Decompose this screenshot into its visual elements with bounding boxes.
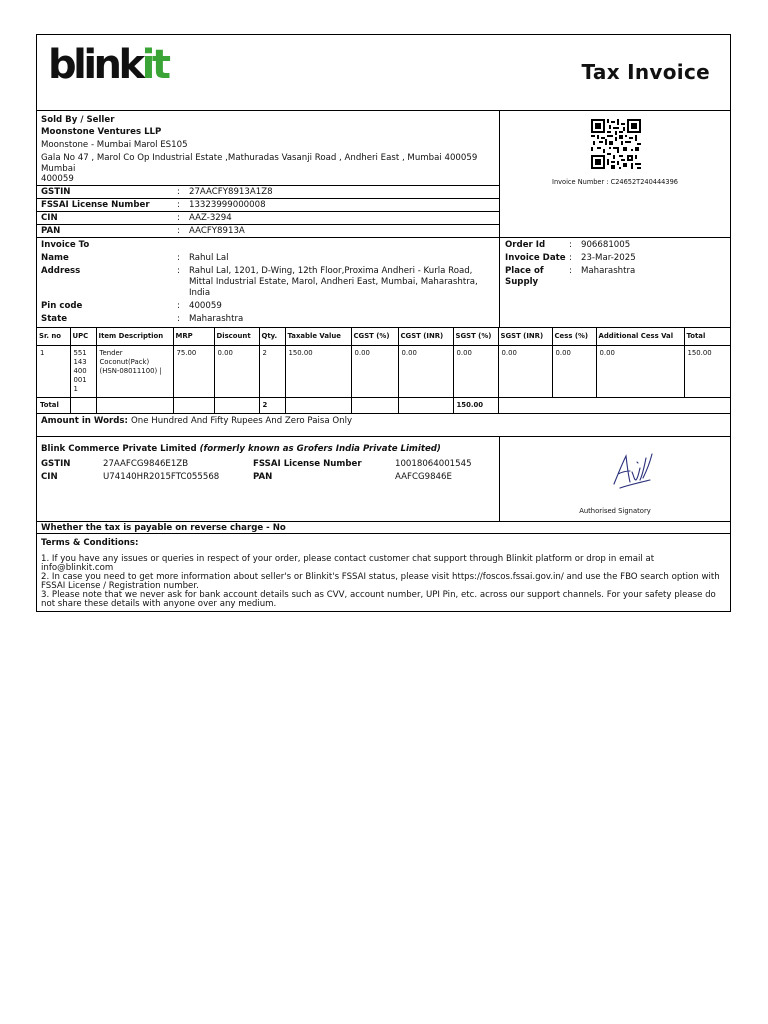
company-fssai: 10018064001545 bbox=[395, 459, 472, 470]
amount-in-words-value: One Hundred And Fifty Rupees And Zero Paisa Only bbox=[131, 415, 353, 426]
customer-address: Rahul Lal, 1201, D-Wing, 12th Floor,Proxima Andheri - Kurla Road, Mittal Industrial Estate, Marol, Andheri East, Mumbai, Maharashtra, India bbox=[189, 266, 478, 299]
page-title: Tax Invoice bbox=[581, 60, 710, 84]
seller-address: Gala No 47 , Marol Co Op Industrial Estate ,Mathuradas Vasanji Road , Andheri East , Mumbai 400059 bbox=[41, 153, 478, 164]
seller-gstin-label: GSTIN bbox=[41, 187, 71, 198]
table-cell: 0.00 bbox=[214, 345, 259, 397]
seller-cin-row: CIN : AAZ-3294 bbox=[37, 211, 499, 224]
invoice-to-section: Invoice To Name : Rahul Lal Address : Rahul Lal, 1201, D-Wing, 12th Floor,Proxima Andheri - Kurla Road, Mittal Industrial Estate, Marol, Andheri East, Mumbai, Maharashtra, India Pin code : 400059 State : Maharashtra Order Id : 906681005 Invoice Date : 23-Mar-2025 Place of Supply : Maharashtra bbox=[37, 238, 730, 328]
customer-name: Rahul Lal bbox=[189, 253, 229, 264]
seller-gstin-row: GSTIN : 27AACFY8913A1Z8 bbox=[37, 185, 499, 198]
seller-gstin: 27AACFY8913A1Z8 bbox=[189, 187, 273, 198]
amount-in-words-label: Amount in Words: bbox=[41, 415, 128, 426]
reverse-charge: Whether the tax is payable on reverse charge - No bbox=[37, 522, 730, 534]
seller-fssai: 13323999000008 bbox=[189, 200, 266, 211]
seller-fssai-row: FSSAI License Number : 13323999000008 bbox=[37, 198, 499, 211]
order-id-label: Order Id bbox=[505, 240, 546, 251]
table-cell: 150.00 bbox=[285, 345, 351, 397]
table-cell: 0.00 bbox=[351, 345, 398, 397]
column-header: Additional Cess Val bbox=[596, 328, 684, 345]
column-header: CGST (INR) bbox=[398, 328, 453, 345]
company-pan-label: PAN bbox=[253, 472, 273, 483]
seller-pan: AACFY8913A bbox=[189, 226, 245, 237]
order-id: 906681005 bbox=[581, 240, 631, 251]
table-total-row bbox=[37, 397, 730, 413]
customer-pin: 400059 bbox=[189, 301, 222, 312]
invoice-date: 23-Mar-2025 bbox=[581, 253, 636, 264]
company-gstin-label: GSTIN bbox=[41, 459, 71, 470]
place-of-supply-label: Place of Supply bbox=[505, 266, 544, 288]
seller-pan-row: PAN : AACFY8913A bbox=[37, 224, 499, 237]
table-cell: 551 143 400 001 1 bbox=[70, 345, 96, 397]
invoice-header bbox=[37, 35, 730, 111]
table-cell: 150.00 bbox=[684, 345, 730, 397]
table-cell: 0.00 bbox=[453, 345, 498, 397]
company-cin-label: CIN bbox=[41, 472, 58, 483]
table-cell: 0.00 bbox=[596, 345, 684, 397]
column-header: Cess (%) bbox=[552, 328, 596, 345]
qr-code-icon bbox=[591, 119, 641, 169]
invoice-date-label: Invoice Date bbox=[505, 253, 566, 264]
items-table bbox=[37, 328, 730, 414]
seller-fssai-label: FSSAI License Number bbox=[41, 200, 150, 211]
column-header: Total bbox=[684, 328, 730, 345]
table-cell: 0.00 bbox=[398, 345, 453, 397]
tax-invoice bbox=[36, 34, 731, 612]
company-fssai-label: FSSAI License Number bbox=[253, 459, 362, 470]
seller-section-label: Sold By / Seller bbox=[41, 115, 115, 125]
seller-pan-label: PAN bbox=[41, 226, 61, 237]
seller-section bbox=[37, 111, 730, 238]
total-label: Total bbox=[37, 397, 70, 413]
column-header: Sr. no bbox=[37, 328, 70, 345]
terms-title: Terms & Conditions: bbox=[41, 537, 139, 548]
customer-address-label: Address bbox=[41, 266, 81, 277]
customer-state-label: State bbox=[41, 314, 68, 325]
logo-text-blink: blink bbox=[48, 42, 142, 88]
customer-name-label: Name bbox=[41, 253, 69, 264]
amount-in-words bbox=[37, 414, 730, 437]
table-cell: 1 bbox=[37, 345, 70, 397]
logo-text-it: it bbox=[141, 42, 168, 88]
signature-icon bbox=[610, 450, 656, 494]
seller-name: Moonstone Ventures LLP bbox=[41, 127, 162, 138]
company-former-name: (formerly known as Grofers India Private Limited) bbox=[199, 443, 441, 454]
authorised-signatory: Authorised Signatory bbox=[579, 506, 651, 515]
company-section bbox=[37, 437, 730, 522]
terms-section bbox=[37, 534, 730, 611]
terms-item: 3. Please note that we never ask for bank account details such as CVV, account number, UPI Pin, etc. across our support channels. For your safety please do not share these details with anyone over any medium. bbox=[41, 589, 716, 609]
table-row bbox=[37, 345, 730, 397]
terms-item: 1. If you have any issues or queries in respect of your order, please contact customer chat support through Blinkit platform or drop in email at info@blinkit.com bbox=[41, 553, 655, 573]
company-cin: U74140HR2015FTC055568 bbox=[103, 472, 220, 483]
column-header: Taxable Value bbox=[285, 328, 351, 345]
company-gstin: 27AAFCG9846E1ZB bbox=[103, 459, 189, 470]
company-pan: AAFCG9846E bbox=[395, 472, 452, 483]
column-header: Item Description bbox=[96, 328, 173, 345]
column-header: SGST (INR) bbox=[498, 328, 552, 345]
blinkit-logo bbox=[48, 42, 168, 88]
invoice-number: Invoice Number : C24652T240444396 bbox=[552, 178, 678, 186]
column-header: MRP bbox=[173, 328, 214, 345]
terms-item: 2. In case you need to get more information about seller's or Blinkit's FSSAI status, please visit https://foscos.fssai.gov.in/ and use the FBO search option with FSSAI License / Registration number. bbox=[41, 571, 720, 591]
customer-pin-label: Pin code bbox=[41, 301, 83, 312]
company-name bbox=[41, 444, 495, 454]
table-header-row bbox=[37, 328, 730, 345]
seller-store: Moonstone - Mumbai Marol ES105 bbox=[41, 139, 188, 150]
total-amount: 150.00 bbox=[453, 397, 498, 413]
invoice-to-label: Invoice To bbox=[41, 240, 90, 251]
column-header: CGST (%) bbox=[351, 328, 398, 345]
table-cell: 0.00 bbox=[552, 345, 596, 397]
column-header: Discount bbox=[214, 328, 259, 345]
column-header: UPC bbox=[70, 328, 96, 345]
customer-state: Maharashtra bbox=[189, 314, 244, 325]
table-cell: 2 bbox=[259, 345, 285, 397]
seller-city: Mumbai bbox=[41, 164, 76, 175]
total-quantity: 2 bbox=[259, 397, 285, 413]
seller-cin-label: CIN bbox=[41, 213, 58, 224]
seller-cin: AAZ-3294 bbox=[189, 213, 232, 224]
table-cell: 0.00 bbox=[498, 345, 552, 397]
company-legal-name: Blink Commerce Private Limited bbox=[41, 443, 197, 454]
seller-pin: 400059 bbox=[41, 174, 74, 185]
column-header: Qty. bbox=[259, 328, 285, 345]
table-cell: 75.00 bbox=[173, 345, 214, 397]
table-cell: Tender Coconut(Pack) (HSN-08011100) | bbox=[96, 345, 173, 397]
column-header: SGST (%) bbox=[453, 328, 498, 345]
place-of-supply: Maharashtra bbox=[581, 266, 636, 277]
